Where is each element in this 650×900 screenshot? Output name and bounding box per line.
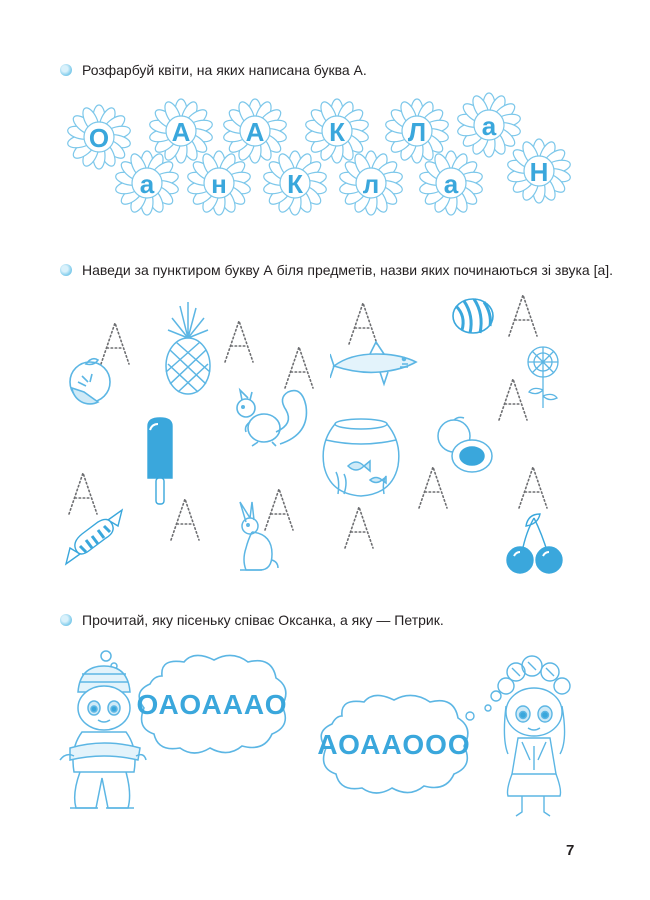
flower-letter: А [171,116,191,147]
girl-speech-bubble [312,692,476,798]
flower-letter: А [245,116,265,147]
apricot-icon [432,414,496,476]
flower-letter: н [211,168,227,199]
page-number: 7 [566,842,575,859]
candy-icon [62,506,126,568]
pineapple-icon [158,300,218,398]
flower[interactable] [114,150,180,216]
dotted-letter-a[interactable] [222,318,256,364]
flower-letter: Л [407,116,427,147]
aster-flower-icon [520,344,566,410]
bullet-icon [60,64,72,76]
task-2-instruction: Наведи за пунктиром букву А біля предметів, назви яких починаються зі звука [а]. [60,262,613,278]
flower[interactable] [186,150,252,216]
watermelon-icon [450,296,496,336]
aquarium-icon [318,418,404,498]
cherry-icon [504,512,566,576]
dotted-letter-a[interactable] [342,504,376,550]
dotted-letter-a[interactable] [506,292,540,338]
flower-letter: а [139,168,155,199]
flower-letter: а [443,168,459,199]
shark-icon [330,340,420,388]
flower[interactable] [506,138,572,204]
dotted-letter-a[interactable] [516,464,550,510]
boy-speech-bubble [132,652,292,758]
girl-song-text: АОААООО [317,729,471,760]
flower[interactable] [418,150,484,216]
bullet-icon [60,614,72,626]
flower-letter: О [88,122,110,153]
boy-song-text: ОАОАААО [136,689,288,720]
girl-oksanka-illustration [482,650,582,820]
task-1-instruction: Розфарбуй квіти, на яких написана буква А. [60,62,367,78]
flower-letter: К [329,116,345,147]
bullet-icon [60,264,72,276]
flower-letter: Н [529,156,549,187]
flower-letter: а [481,110,497,141]
task-3-instruction: Прочитай, яку пісеньку співає Оксанка, а яку — Петрик. [60,612,444,628]
flower-letter: л [362,168,380,199]
ice-cream-icon [142,416,178,506]
orange-icon [58,352,118,412]
flower[interactable] [262,150,328,216]
hare-icon [234,500,280,574]
flower-letter: К [287,168,303,199]
flower[interactable] [338,150,404,216]
squirrel-icon [228,384,312,448]
